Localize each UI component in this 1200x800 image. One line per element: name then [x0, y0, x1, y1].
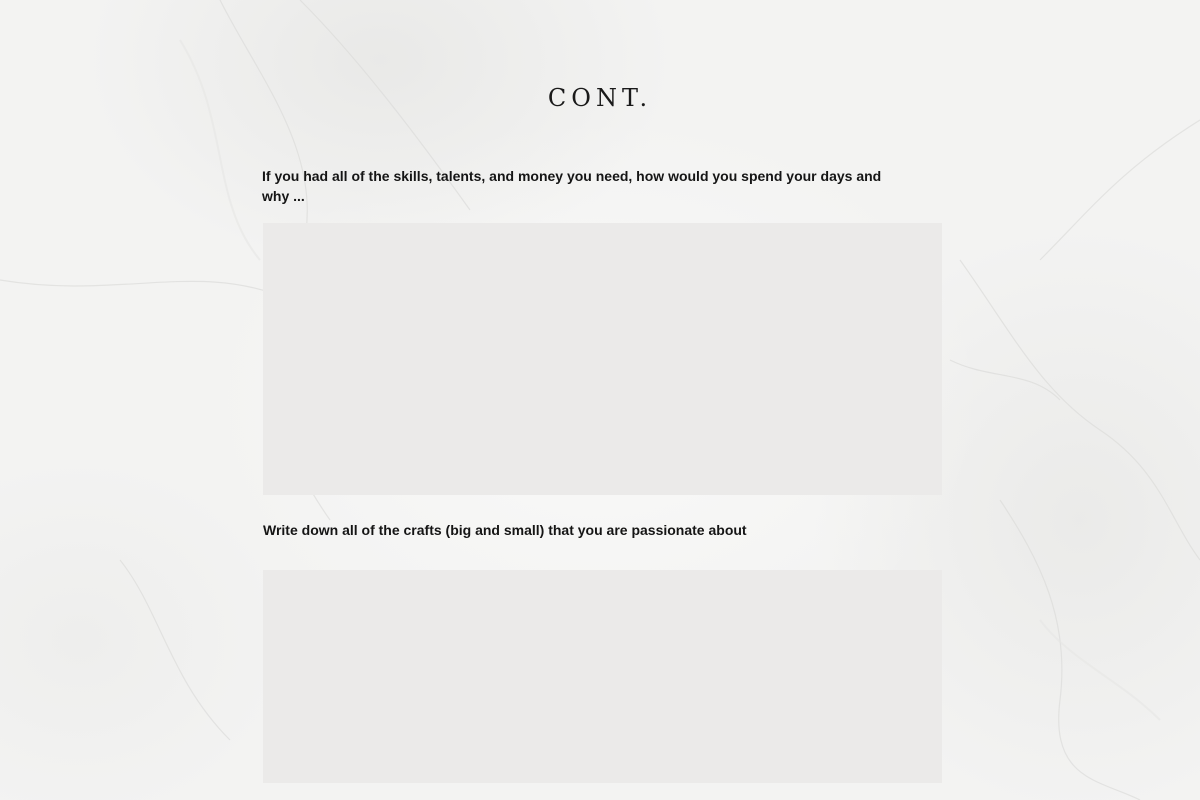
question-1-answer-box[interactable]	[263, 223, 942, 495]
question-1-prompt: If you had all of the skills, talents, and money you need, how would you spend your days and why ...	[262, 168, 882, 204]
question-2-answer-box[interactable]	[263, 570, 942, 783]
page-title: CONT.	[547, 84, 653, 112]
question-2-prompt: Write down all of the crafts (big and small) that you are passionate about	[263, 522, 747, 538]
